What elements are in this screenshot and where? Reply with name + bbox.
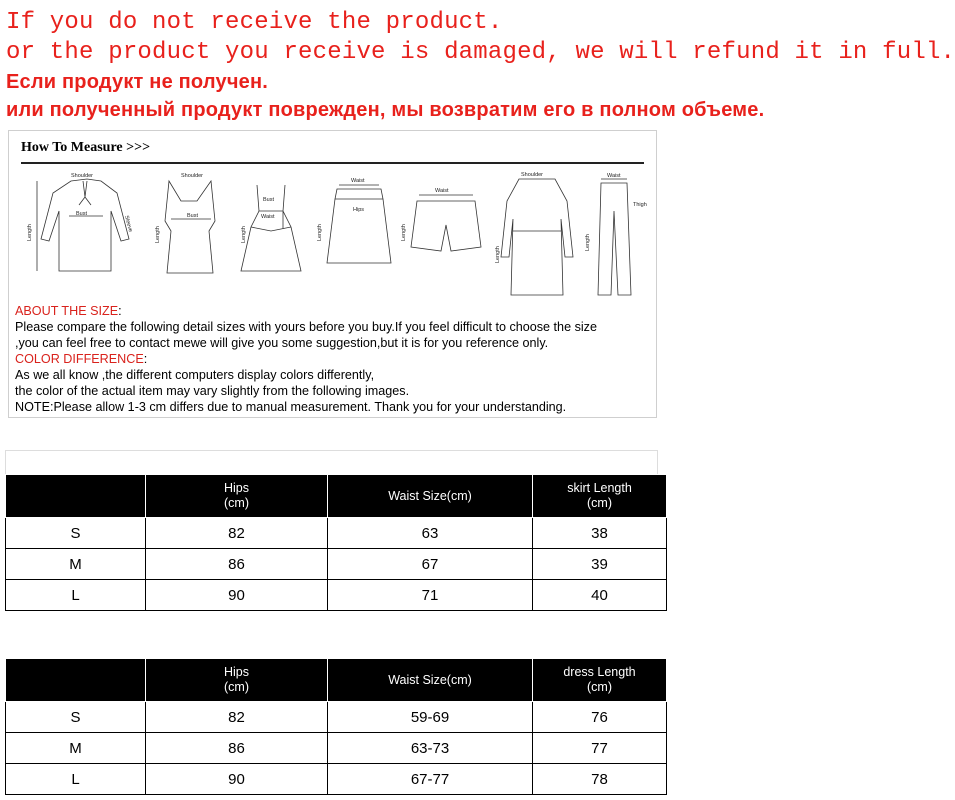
- table-header-row: [6, 475, 667, 518]
- svg-text:Length: Length: [495, 246, 501, 263]
- table-row: [6, 580, 667, 611]
- svg-text:Shoulder: Shoulder: [71, 173, 94, 179]
- svg-text:Shoulder: Shoulder: [521, 172, 544, 178]
- svg-text:Waist: Waist: [261, 214, 275, 220]
- table-row: [6, 733, 667, 764]
- svg-text:Thigh: Thigh: [633, 202, 647, 208]
- svg-text:Length: Length: [585, 234, 591, 251]
- length-cell: 39: [533, 549, 667, 580]
- measure-title: How To Measure >>>: [21, 140, 151, 155]
- svg-text:Length: Length: [155, 226, 161, 243]
- size-cell: M: [6, 549, 146, 580]
- color-difference-line-1: As we all know ,the different computers display colors differently,: [15, 368, 375, 382]
- table-row: [6, 764, 667, 795]
- svg-text:Length: Length: [401, 224, 407, 241]
- svg-text:Length: Length: [317, 224, 323, 241]
- header-cell-length: skirt Length (cm): [533, 475, 667, 518]
- measurement-note: NOTE:Please allow 1-3 cm differs due to manual measurement. Thank you for your understanding.: [15, 400, 567, 414]
- waist-cell: 59-69: [328, 702, 533, 733]
- refund-banner: [6, 8, 955, 124]
- hips-cell: 86: [146, 549, 328, 580]
- waist-cell: 67: [328, 549, 533, 580]
- svg-text:Shoulder: Shoulder: [181, 173, 204, 179]
- vest-top-illustration: [155, 173, 215, 273]
- coat-illustration: [495, 172, 573, 295]
- title-divider: [21, 162, 644, 164]
- size-cell: L: [6, 764, 146, 795]
- length-cell: 40: [533, 580, 667, 611]
- header-cell-waist: Waist Size(cm): [328, 475, 533, 518]
- header-cell-size: [6, 659, 146, 702]
- length-cell: 38: [533, 518, 667, 549]
- header-cell-hips: Hips (cm): [146, 475, 328, 518]
- svg-text:Waist: Waist: [351, 178, 365, 184]
- how-to-measure-panel: [8, 130, 657, 418]
- header-cell-length: dress Length (cm): [533, 659, 667, 702]
- size-cell: S: [6, 702, 146, 733]
- size-notes: [15, 303, 597, 415]
- banner-line-1: If you do not receive the product.: [6, 9, 503, 36]
- svg-text:Waist: Waist: [435, 188, 449, 194]
- dress-size-table: [5, 658, 667, 795]
- size-cell: S: [6, 518, 146, 549]
- about-size-line-2: ,you can feel free to contact mewe will give you some suggestion,but it is for you reference only.: [15, 336, 549, 350]
- waist-cell: 63-73: [328, 733, 533, 764]
- banner-line-2: or the product you receive is damaged, we will refund it in full.: [6, 39, 955, 66]
- svg-text:Length: Length: [241, 226, 247, 243]
- skirt-size-table: [5, 474, 667, 611]
- table-row: [6, 549, 667, 580]
- size-cell: L: [6, 580, 146, 611]
- table-header-spacer: [5, 450, 658, 474]
- waist-cell: 67-77: [328, 764, 533, 795]
- banner-line-4: или полученный продукт поврежден, мы возвратим его в полном объеме.: [6, 99, 765, 121]
- hips-cell: 90: [146, 764, 328, 795]
- hips-cell: 82: [146, 518, 328, 549]
- color-difference-heading: COLOR DIFFERENCE: [15, 352, 144, 366]
- shorts-illustration: [401, 188, 481, 251]
- size-cell: M: [6, 733, 146, 764]
- hips-cell: 82: [146, 702, 328, 733]
- svg-text:Sleeve: Sleeve: [123, 214, 134, 233]
- table-row: [6, 702, 667, 733]
- garment-measurement-illustrations: [21, 171, 646, 301]
- color-difference-colon: :: [143, 352, 148, 366]
- svg-text:Bust: Bust: [76, 211, 88, 217]
- banner-line-3: Если продукт не получен.: [6, 71, 268, 93]
- svg-text:Waist: Waist: [607, 173, 621, 179]
- length-cell: 76: [533, 702, 667, 733]
- length-cell: 77: [533, 733, 667, 764]
- color-difference-line-2: the color of the actual item may vary slightly from the following images.: [15, 384, 410, 398]
- cami-dress-illustration: [241, 185, 301, 271]
- waist-cell: 63: [328, 518, 533, 549]
- header-cell-waist: Waist Size(cm): [328, 659, 533, 702]
- svg-text:Bust: Bust: [263, 197, 275, 203]
- hips-cell: 90: [146, 580, 328, 611]
- about-size-heading: ABOUT THE SIZE: [15, 304, 119, 318]
- svg-text:Hips: Hips: [353, 207, 365, 213]
- skirt-illustration: [317, 178, 391, 263]
- about-size-colon: :: [118, 304, 122, 318]
- table-row: [6, 518, 667, 549]
- length-cell: 78: [533, 764, 667, 795]
- table-header-row: [6, 659, 667, 702]
- trousers-illustration: [585, 173, 647, 295]
- svg-text:Bust: Bust: [187, 213, 199, 219]
- header-cell-hips: Hips (cm): [146, 659, 328, 702]
- hips-cell: 86: [146, 733, 328, 764]
- waist-cell: 71: [328, 580, 533, 611]
- header-cell-size: [6, 475, 146, 518]
- svg-text:Length: Length: [27, 224, 33, 241]
- blouse-illustration: [27, 173, 133, 271]
- about-size-line-1: Please compare the following detail sizes with yours before you buy.If you feel difficult to choose the size: [15, 320, 597, 334]
